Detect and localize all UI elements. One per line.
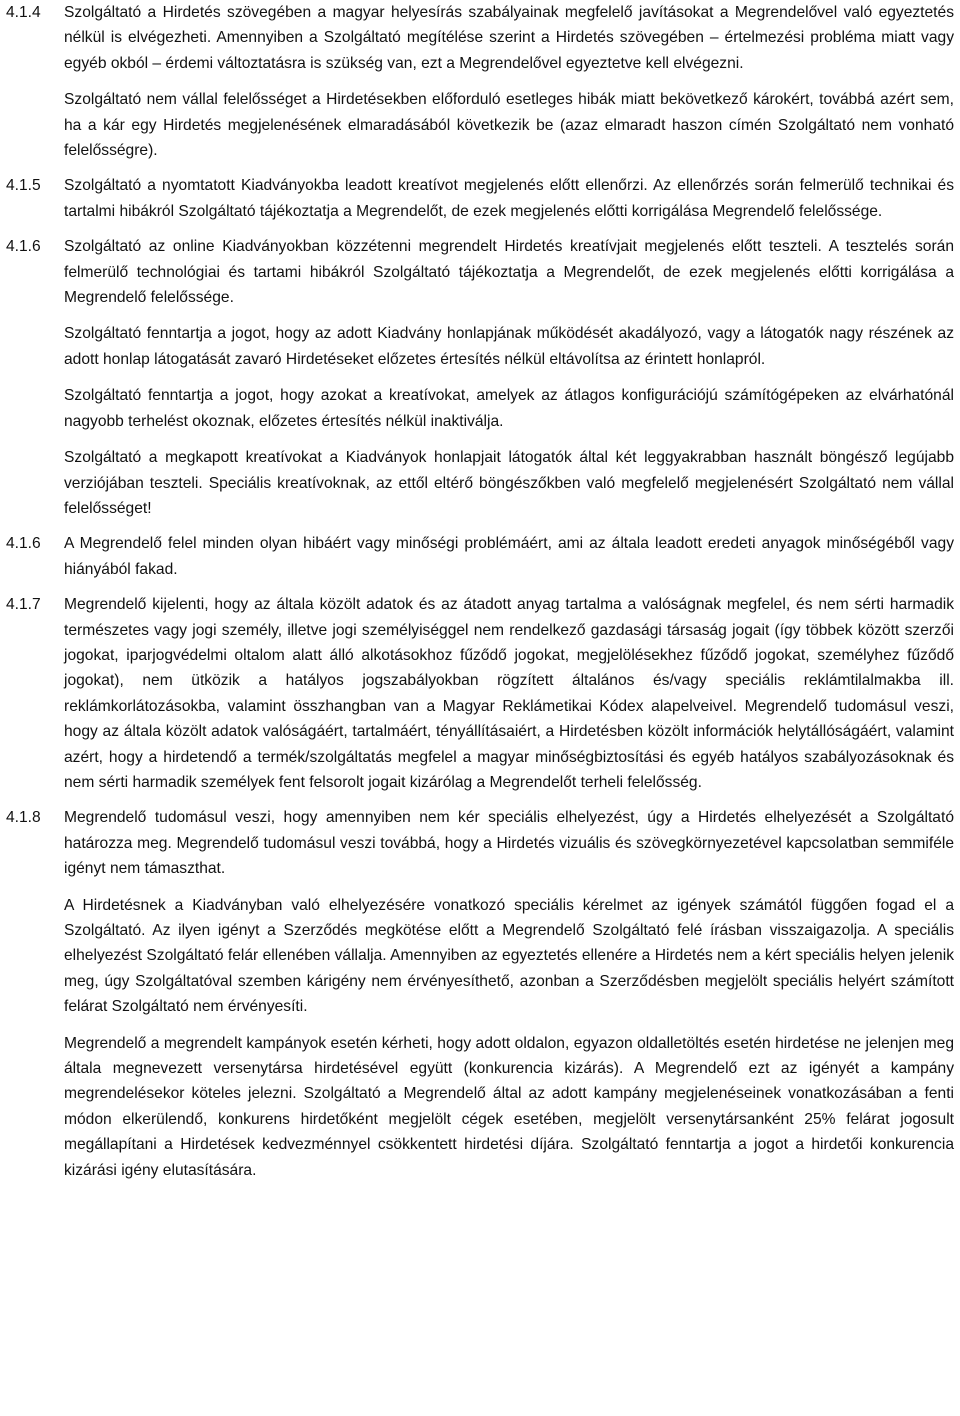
clause-text: Megrendelő tudomásul veszi, hogy amennyiben nem kér speciális elhelyezést, úgy a Hirdetés elhelyezését a Szolgáltató határozza meg. Megrendelő tudomásul veszi továbbá, hogy a Hirdetés vizuális és szövegkörnyezetével kapcsolatban semmiféle igényt nem támaszthat. <box>64 809 954 878</box>
clause-number: 4.1.4 <box>6 4 41 21</box>
clause-4-1-6 <box>6 234 954 310</box>
clause-text: Szolgáltató az online Kiadványokban közzétenni megrendelt Hirdetés kreatívjait megjelenés előtt teszteli. A tesztelés során felmerülő technológiai és tartami hibákról Szolgáltató tájékoztatja a Megrendelőt, de ezek megjelenés előtti korrigálása a Megrendelő felelőssége. <box>64 238 954 307</box>
clause-text: Megrendelő kijelenti, hogy az általa közölt adatok és az átadott anyag tartalma a valóságnak megfelel, és nem sérti harmadik természetes vagy jogi személy, illetve jogi személyiséggel nem rendelkező gazdasági társaság jogait (így többek között szerzői jogokat, iparjogvédelmi oltalom alatt álló alkotásokhoz fűződő jogokat, megjelölésekhez fűződő jogokat, személyhez fűződő jogokat), nem ütközik a hatályos jogszabályokban rögzített általános és/vagy speciális reklámtilalmakba ill. reklámkorlátozásokba, valamint összhangban van a Magyar Reklámetikai Kódex alapelveivel. Megrendelő tudomásul veszi, hogy az általa közölt adatok valóságáért, tartalmáért, tényállításaiért, a Hirdetésben közölt információk helytállóságáért, valamint azért, hogy a hirdetendő a termék/szolgáltatás megfelel a magyar minőségbiztosítási és egyéb hatályos szabályozásoknak és nem sérti harmadik személyek fent felsorolt jogait kizárólag a Megrendelőt terheli felelősség. <box>64 596 954 791</box>
clause-4-1-8 <box>6 805 954 881</box>
clause-4-1-6-b <box>6 531 954 582</box>
clause-number: 4.1.5 <box>6 177 41 195</box>
clause-number: 4.1.8 <box>6 809 41 827</box>
clause-number: 4.1.7 <box>6 596 41 614</box>
paragraph: Szolgáltató fenntartja a jogot, hogy azokat a kreatívokat, amelyek az átlagos konfigurációjú számítógépeken az elvárhatónál nagyobb terhelést okoznak, előzetes értesítés nélkül inaktiválja. <box>64 387 954 430</box>
clause-4-1-4 <box>6 0 954 76</box>
paragraph: A Hirdetésnek a Kiadványban való elhelyezésére vonatkozó speciális kérelmet az igények számától függően fogad el a Szolgáltató. Az ilyen igényt a Szerződés megkötése előtt a Megrendelő Szolgáltató felé írásban visszaigazolja. A speciális elhelyezést Szolgáltató felár ellenében vállalja. Amennyiben az egyeztetés ellenére a Hirdetés nem a kért speciális helyen jelenik meg, úgy Szolgáltatóval szemben kárigény nem érvényesíthető, azonban a Szerződésben megjelölt speciális helyért számított felárat Szolgáltató nem érvényesíti. <box>64 896 954 1016</box>
clause-4-1-5 <box>6 173 954 224</box>
clause-number: 4.1.6 <box>6 238 41 256</box>
clause-text: Szolgáltató a Hirdetés szövegében a magyar helyesírás szabályainak megfelelő javításokat a Megrendelővel való egyeztetés nélkül is elvégezheti. Amennyiben a Szolgáltató megítélése szerint a Hirdetés szövegében – értelmezési probléma miatt vagy egyéb okból – érdemi változtatásra is szükség van, ezt a Megrendelővel egyeztetve kell elvégezni. <box>64 4 954 72</box>
clause-text: Szolgáltató a nyomtatott Kiadványokba leadott kreatívot megjelenés előtt ellenőrzi. Az ellenőrzés során felmerülő technikai és tartalmi hibákról Szolgáltató tájékoztatja a Megrendelőt, de ezek megjelenés előtti korrigálása Megrendelő felelőssége. <box>64 177 954 220</box>
paragraph: Szolgáltató a megkapott kreatívokat a Kiadványok honlapjait látogatók által két leggyakrabban használt böngésző legújabb verziójában teszteli. Speciális kreatívoknak, az ettől eltérő böngészőkben való megfelelő megjelenésért Szolgáltató nem vállal felelősséget! <box>64 449 954 517</box>
clause-text: A Megrendelő felel minden olyan hibáért vagy minőségi problémáért, ami az általa leadott eredeti anyagok minőségéből vagy hiányából fakad. <box>64 535 954 578</box>
paragraph: Megrendelő a megrendelt kampányok esetén kérheti, hogy adott oldalon, egyazon oldalletöltés esetén hirdetése ne jelenjen meg általa megnevezett versenytársa hirdetésével együtt (konkurencia kizárás). A Megrendelő ezt az igényét a kampány megrendelésekor köteles jelezni. Szolgáltató a Megrendelő által az adott kampány megjelenéseinek vonatkozásában a fenti módon elkerülendő, konkurens hirdetőként megjelölt cégek esetében, megjelölt versenytársanként 25% felárat jogosult megállapítani a Hirdetések kedvezménnyel csökkentett hirdetési díjára. Szolgáltató fenntartja a jogot a hirdetői konkurencia kizárási igény elutasítására. <box>64 1034 954 1179</box>
clause-4-1-7 <box>6 592 954 795</box>
clause-number: 4.1.6 <box>6 535 41 553</box>
paragraph: Szolgáltató fenntartja a jogot, hogy az adott Kiadvány honlapjának működését akadályozó, vagy a látogatók nagy részének az adott honlap látogatását zavaró Hirdetéseket előzetes értesítés nélkül eltávolítsa az érintett honlapról. <box>64 325 954 368</box>
paragraph: Szolgáltató nem vállal felelősséget a Hirdetésekben előforduló esetleges hibák miatt bekövetkező károkért, továbbá azért sem, ha a kár egy Hirdetés megjelenésének elmaradásából következik be (azaz elmaradt haszon címén Szolgáltató nem vonható felelősségre). <box>64 91 954 160</box>
